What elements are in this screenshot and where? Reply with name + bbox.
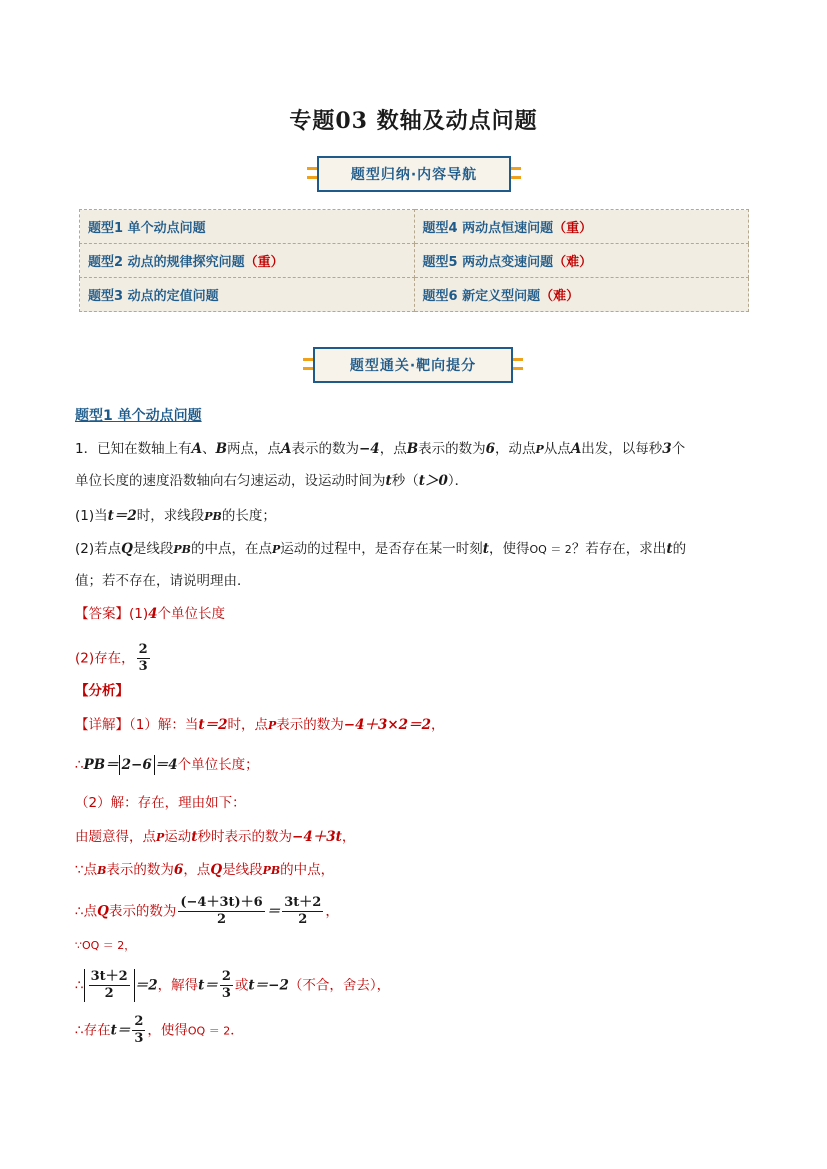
absolute-value: 2−6 xyxy=(119,755,155,775)
detail-line-9: ∴存在t＝ $\frac{2}{3}$ ，使得OQ ＝ 2． xyxy=(75,1014,244,1046)
detail-line-2: ∴PB＝ 2−6 ＝4个单位长度； xyxy=(75,757,259,773)
fraction-simplified: $\frac{3t+2}{2}$ xyxy=(284,895,322,927)
detail-line-3: （2）解：存在，理由如下： xyxy=(75,795,246,811)
problem-line-1: 1．已知在数轴上有A、B两点，点A表示的数为−4，点B表示的数为6，动点P从点A出发，以每秒3个 xyxy=(75,441,686,457)
fraction-two-thirds: $\frac{2}{3}$ xyxy=(134,1014,144,1046)
detail-line-1: 【详解】（1）解：当t＝2时，点P表示的数为−4＋3×2＝2， xyxy=(75,717,445,733)
nav-banner-label: 题型归纳·内容导航 xyxy=(317,156,511,192)
detail-line-6: ∴点Q表示的数为 $\frac{(-4+3t)+6}{2}$ ＝ $\frac{3t+2}{2}$ ， xyxy=(75,895,339,927)
question-2-line-2: 值；若不存在，请说明理由． xyxy=(75,573,251,589)
detail-line-7: ∵OQ ＝ 2， xyxy=(75,939,136,952)
detail-line-5: ∵点B表示的数为6，点Q是线段PB的中点， xyxy=(75,862,335,878)
problem-line-2: 单位长度的速度沿数轴向右匀速运动，设运动时间为t秒（t＞0）． xyxy=(75,473,469,489)
analysis-label: 【分析】 xyxy=(75,683,129,699)
nav-banner xyxy=(307,156,521,192)
nav-item-topic-3[interactable]: 题型3 动点的定值问题 xyxy=(80,278,415,312)
answer-line-1: 【答案】(1)4个单位长度 xyxy=(75,606,226,622)
absolute-value-fraction: $\frac{3t+2}{2}$ xyxy=(84,969,135,1002)
fraction-midpoint: $\frac{(-4+3t)+6}{2}$ xyxy=(180,895,263,927)
nav-item-topic-4[interactable]: 题型4 两动点恒速问题（重） xyxy=(414,210,749,244)
nav-item-topic-6[interactable]: 题型6 新定义型问题（难） xyxy=(414,278,749,312)
nav-item-topic-5[interactable]: 题型5 两动点变速问题（难） xyxy=(414,244,749,278)
fraction-two-thirds: $\frac{2}{3}$ xyxy=(221,969,231,1001)
fraction-two-thirds: $\frac{2}{3}$ xyxy=(138,642,148,674)
nav-item-topic-1[interactable]: 题型1 单个动点问题 xyxy=(80,210,415,244)
topic-nav-table xyxy=(79,209,749,312)
question-2-line-1: (2)若点Q是线段PB的中点，在点P运动的过程中，是否存在某一时刻t，使得OQ ＝ 2？若存在，求出t的 xyxy=(75,541,687,557)
detail-line-4: 由题意得，点P运动t秒时表示的数为−4＋3t， xyxy=(75,829,356,845)
answer-line-2: (2)存在， $\frac{2}{3}$ xyxy=(75,642,148,674)
page-title: 专题03 数轴及动点问题 xyxy=(289,108,538,134)
section-heading: 题型1 单个动点问题 xyxy=(75,408,202,424)
question-1: (1)当t＝2时，求线段PB的长度； xyxy=(75,508,276,524)
detail-line-8: ∴ $\frac{3t+2}{2}$ ＝2，解得t＝ $\frac{2}{3}$ 或t＝−2（不合，舍去）， xyxy=(75,969,391,1001)
drill-banner-label: 题型通关·靶向提分 xyxy=(313,347,513,383)
drill-banner xyxy=(303,347,523,383)
nav-item-topic-2[interactable]: 题型2 动点的规律探究问题（重） xyxy=(80,244,415,278)
